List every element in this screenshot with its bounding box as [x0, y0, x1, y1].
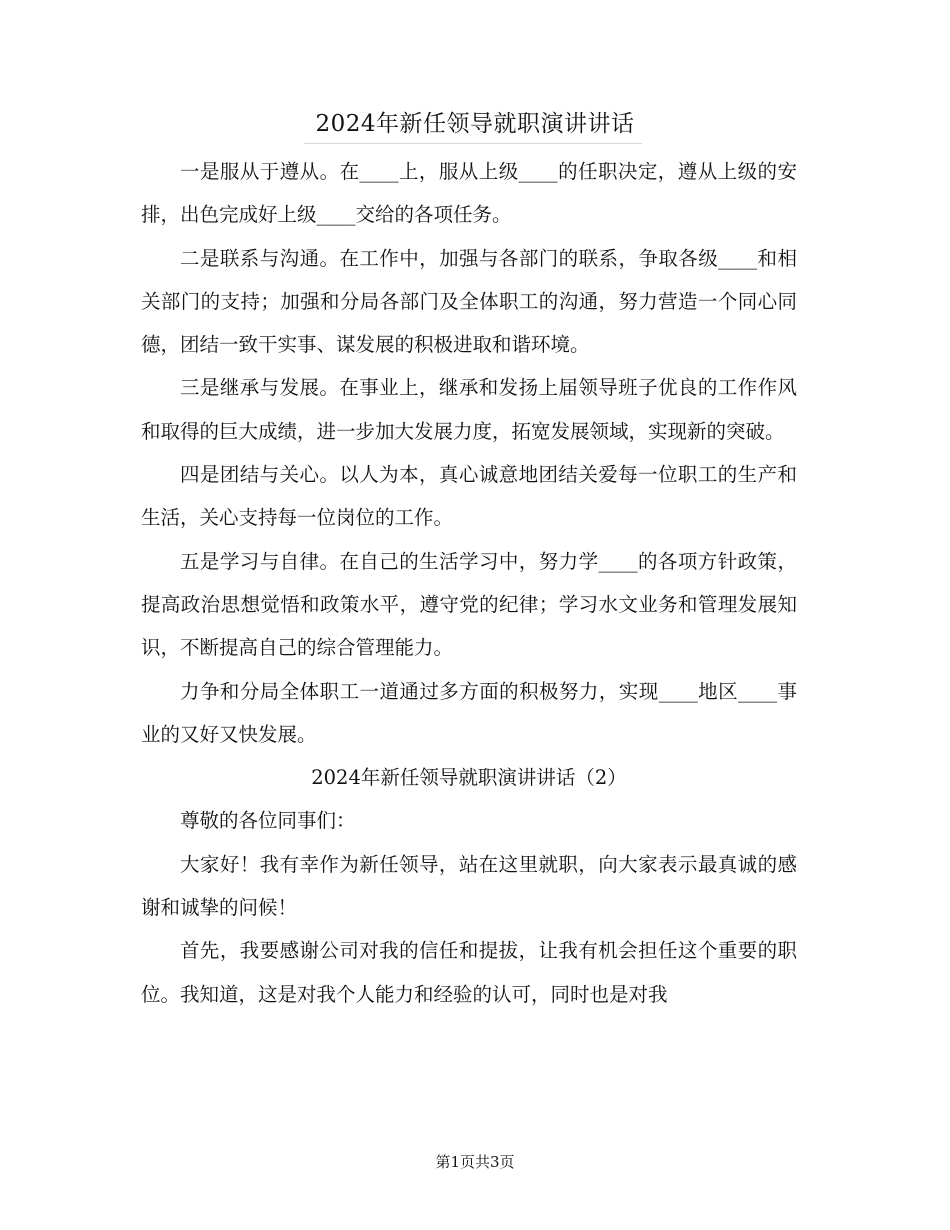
section-title-2: 2024年新任领导就职演讲讲话（2） [311, 766, 627, 790]
paragraph-study: 五是学习与自律。在自己的生活学习中，努力学____的各项方针政策，提高政治思想觉悟和政策水平，遵守党的纪律；学习水文业务和管理发展知识，不断提高自己的综合管理能力。 [141, 549, 797, 660]
page-footer: 第1页共3页 [435, 1153, 515, 1171]
paragraph-inheritance: 三是继承与发展。在事业上，继承和发扬上届领导班子优良的工作作风和取得的巨大成绩，进一步加大发展力度，拓宽发展领域，实现新的突破。 [141, 376, 797, 443]
paragraph-thanks: 首先，我要感谢公司对我的信任和提拔，让我有机会担任这个重要的职位。我知道，这是对我个人能力和经验的认可，同时也是对我 [141, 939, 797, 1006]
paragraph-goal: 力争和分局全体职工一道通过多方面的积极努力，实现____地区____事业的又好又快发展。 [141, 679, 797, 746]
paragraph-communication: 二是联系与沟通。在工作中，加强与各部门的联系，争取各级____和相关部门的支持；加强和分局各部门及全体职工的沟通，努力营造一个同心同德，团结一致干实事、谋发展的积极进取和谐环境。 [141, 246, 797, 357]
document-title: 2024年新任领导就职演讲讲话 [315, 111, 635, 137]
title-underline [304, 143, 642, 144]
paragraph-obey: 一是服从于遵从。在____上，服从上级____的任职决定，遵从上级的安排，出色完成好上级____交给的各项任务。 [141, 160, 797, 227]
document-body [141, 150, 797, 1016]
paragraph-unity: 四是团结与关心。以人为本，真心诚意地团结关爱每一位职工的生产和生活，关心支持每一位岗位的工作。 [141, 463, 797, 530]
paragraph-salutation: 尊敬的各位同事们： [180, 809, 356, 833]
paragraph-greeting: 大家好！我有幸作为新任领导，站在这里就职，向大家表示最真诚的感谢和诚挚的问候！ [141, 852, 797, 920]
